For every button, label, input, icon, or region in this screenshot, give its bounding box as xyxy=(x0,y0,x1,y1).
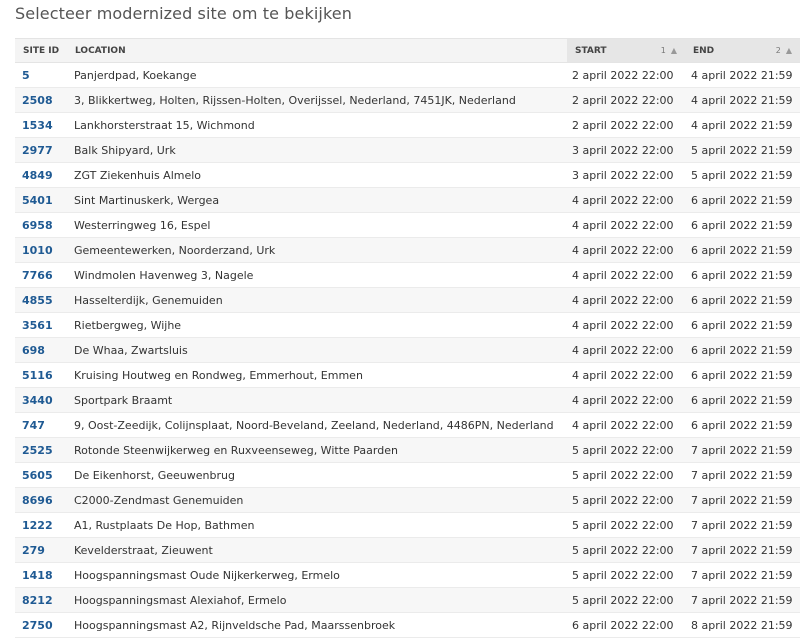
end-cell: 6 april 2022 21:59 xyxy=(685,288,800,313)
sort-indicator-end xyxy=(776,46,792,55)
end-cell: 6 april 2022 21:59 xyxy=(685,188,800,213)
site-id-cell xyxy=(15,363,67,388)
table-row[interactable] xyxy=(15,463,800,488)
table-row[interactable] xyxy=(15,363,800,388)
site-id-cell xyxy=(15,438,67,463)
start-cell: 2 april 2022 22:00 xyxy=(567,63,685,88)
site-id-cell xyxy=(15,288,67,313)
table-row[interactable] xyxy=(15,613,800,638)
sort-order-number: 1 xyxy=(660,46,666,55)
location-cell: Rotonde Steenwijkerweg en Ruxveenseweg, Witte Paarden xyxy=(67,438,567,463)
table-row[interactable] xyxy=(15,188,800,213)
start-cell: 5 april 2022 22:00 xyxy=(567,463,685,488)
sort-ascending-icon: ▲ xyxy=(785,46,792,55)
start-cell: 4 april 2022 22:00 xyxy=(567,213,685,238)
end-cell: 4 april 2022 21:59 xyxy=(685,88,800,113)
end-cell: 7 april 2022 21:59 xyxy=(685,513,800,538)
location-cell: Kruising Houtweg en Rondweg, Emmerhout, Emmen xyxy=(67,363,567,388)
end-cell: 8 april 2022 21:59 xyxy=(685,613,800,638)
table-row[interactable] xyxy=(15,388,800,413)
site-id-cell xyxy=(15,113,67,138)
table-header-row xyxy=(15,39,800,63)
site-id-cell xyxy=(15,538,67,563)
table-row[interactable] xyxy=(15,138,800,163)
table-row[interactable] xyxy=(15,313,800,338)
location-cell: Hoogspanningsmast A2, Rijnveldsche Pad, Maarssenbroek xyxy=(67,613,567,638)
table-row[interactable] xyxy=(15,288,800,313)
table-row[interactable] xyxy=(15,163,800,188)
end-cell: 7 april 2022 21:59 xyxy=(685,438,800,463)
start-cell: 5 april 2022 22:00 xyxy=(567,563,685,588)
start-cell: 5 april 2022 22:00 xyxy=(567,513,685,538)
start-cell: 4 april 2022 22:00 xyxy=(567,313,685,338)
start-cell: 5 april 2022 22:00 xyxy=(567,488,685,513)
sort-indicator-start xyxy=(661,46,677,55)
site-id-link[interactable]: 1222 xyxy=(22,518,53,532)
location-cell: Hasselterdijk, Genemuiden xyxy=(67,288,567,313)
start-cell: 4 april 2022 22:00 xyxy=(567,238,685,263)
start-cell: 4 april 2022 22:00 xyxy=(567,413,685,438)
start-cell: 2 april 2022 22:00 xyxy=(567,88,685,113)
location-cell: Windmolen Havenweg 3, Nagele xyxy=(67,263,567,288)
site-id-cell xyxy=(15,63,67,88)
site-id-link[interactable]: 5605 xyxy=(22,468,53,482)
table-row[interactable] xyxy=(15,63,800,88)
location-cell: Sportpark Braamt xyxy=(67,388,567,413)
site-id-link[interactable]: 2508 xyxy=(22,93,53,107)
site-id-cell xyxy=(15,463,67,488)
table-row[interactable] xyxy=(15,563,800,588)
location-cell: Panjerdpad, Koekange xyxy=(67,63,567,88)
start-cell: 4 april 2022 22:00 xyxy=(567,363,685,388)
location-cell: A1, Rustplaats De Hop, Bathmen xyxy=(67,513,567,538)
location-cell: De Whaa, Zwartsluis xyxy=(67,338,567,363)
site-id-cell xyxy=(15,513,67,538)
table-row[interactable] xyxy=(15,513,800,538)
site-id-link[interactable]: 4849 xyxy=(22,168,53,182)
location-cell: Gemeentewerken, Noorderzand, Urk xyxy=(67,238,567,263)
location-cell: De Eikenhorst, Geeuwenbrug xyxy=(67,463,567,488)
site-id-link[interactable]: 1418 xyxy=(22,568,53,582)
site-id-cell xyxy=(15,238,67,263)
sort-order-number: 2 xyxy=(775,46,781,55)
end-cell: 6 april 2022 21:59 xyxy=(685,263,800,288)
site-id-cell xyxy=(15,413,67,438)
site-id-link[interactable]: 279 xyxy=(22,543,45,557)
end-cell: 6 april 2022 21:59 xyxy=(685,238,800,263)
table-row[interactable] xyxy=(15,413,800,438)
site-id-cell xyxy=(15,263,67,288)
site-id-cell xyxy=(15,138,67,163)
start-cell: 6 april 2022 22:00 xyxy=(567,613,685,638)
site-id-link[interactable]: 5401 xyxy=(22,193,53,207)
end-cell: 6 april 2022 21:59 xyxy=(685,363,800,388)
table-row[interactable] xyxy=(15,338,800,363)
end-cell: 6 april 2022 21:59 xyxy=(685,313,800,338)
column-header-start-label: START xyxy=(575,45,607,56)
site-id-cell xyxy=(15,313,67,338)
end-cell: 5 april 2022 21:59 xyxy=(685,138,800,163)
site-id-link[interactable]: 698 xyxy=(22,343,45,357)
table-row[interactable] xyxy=(15,88,800,113)
location-cell: Rietbergweg, Wijhe xyxy=(67,313,567,338)
table-row[interactable] xyxy=(15,538,800,563)
start-cell: 3 april 2022 22:00 xyxy=(567,138,685,163)
site-id-cell xyxy=(15,338,67,363)
start-cell: 4 april 2022 22:00 xyxy=(567,388,685,413)
location-cell: Lankhorsterstraat 15, Wichmond xyxy=(67,113,567,138)
site-id-link[interactable]: 5116 xyxy=(22,368,53,382)
end-cell: 5 april 2022 21:59 xyxy=(685,163,800,188)
end-cell: 7 april 2022 21:59 xyxy=(685,538,800,563)
start-cell: 4 april 2022 22:00 xyxy=(567,338,685,363)
table-row[interactable] xyxy=(15,213,800,238)
start-cell: 2 april 2022 22:00 xyxy=(567,113,685,138)
site-id-cell xyxy=(15,588,67,613)
location-cell: Kevelderstraat, Zieuwent xyxy=(67,538,567,563)
table-row[interactable] xyxy=(15,588,800,613)
table-row[interactable] xyxy=(15,113,800,138)
page-title: Selecteer modernized site om te bekijken xyxy=(15,4,352,23)
start-cell: 4 april 2022 22:00 xyxy=(567,288,685,313)
site-id-cell xyxy=(15,188,67,213)
end-cell: 6 april 2022 21:59 xyxy=(685,413,800,438)
location-cell: Westerringweg 16, Espel xyxy=(67,213,567,238)
end-cell: 4 april 2022 21:59 xyxy=(685,63,800,88)
site-id-link[interactable]: 4855 xyxy=(22,293,53,307)
table-row[interactable] xyxy=(15,438,800,463)
start-cell: 3 april 2022 22:00 xyxy=(567,163,685,188)
column-header-location[interactable]: LOCATION xyxy=(67,39,567,63)
location-cell: C2000-Zendmast Genemuiden xyxy=(67,488,567,513)
site-id-link[interactable]: 1010 xyxy=(22,243,53,257)
site-id-link[interactable]: 1534 xyxy=(22,118,53,132)
site-id-cell xyxy=(15,213,67,238)
location-cell: 3, Blikkertweg, Holten, Rijssen-Holten, Overijssel, Nederland, 7451JK, Nederland xyxy=(67,88,567,113)
column-header-end[interactable] xyxy=(685,39,800,63)
site-id-cell xyxy=(15,563,67,588)
column-header-site-id[interactable]: SITE ID xyxy=(15,39,67,63)
end-cell: 4 april 2022 21:59 xyxy=(685,113,800,138)
site-id-link[interactable]: 8696 xyxy=(22,493,53,507)
table-row[interactable] xyxy=(15,238,800,263)
site-id-link[interactable]: 3561 xyxy=(22,318,53,332)
site-id-link[interactable]: 747 xyxy=(22,418,45,432)
site-id-link[interactable]: 7766 xyxy=(22,268,53,282)
site-id-cell xyxy=(15,163,67,188)
start-cell: 5 april 2022 22:00 xyxy=(567,538,685,563)
end-cell: 7 april 2022 21:59 xyxy=(685,488,800,513)
site-id-link[interactable]: 8212 xyxy=(22,593,53,607)
start-cell: 4 april 2022 22:00 xyxy=(567,263,685,288)
end-cell: 6 april 2022 21:59 xyxy=(685,338,800,363)
site-id-link[interactable]: 3440 xyxy=(22,393,53,407)
sort-ascending-icon: ▲ xyxy=(670,46,677,55)
site-id-link[interactable]: 2977 xyxy=(22,143,53,157)
column-header-end-label: END xyxy=(693,45,715,56)
table-row[interactable] xyxy=(15,488,800,513)
site-id-link[interactable]: 2750 xyxy=(22,618,53,632)
location-cell: ZGT Ziekenhuis Almelo xyxy=(67,163,567,188)
sites-table xyxy=(15,38,800,638)
site-id-cell xyxy=(15,488,67,513)
site-id-cell xyxy=(15,388,67,413)
start-cell: 5 april 2022 22:00 xyxy=(567,588,685,613)
start-cell: 5 april 2022 22:00 xyxy=(567,438,685,463)
site-id-link[interactable]: 2525 xyxy=(22,443,53,457)
start-cell: 4 april 2022 22:00 xyxy=(567,188,685,213)
end-cell: 7 april 2022 21:59 xyxy=(685,563,800,588)
location-cell: Hoogspanningsmast Alexiahof, Ermelo xyxy=(67,588,567,613)
end-cell: 7 april 2022 21:59 xyxy=(685,588,800,613)
site-id-link[interactable]: 5 xyxy=(22,68,30,82)
location-cell: Hoogspanningsmast Oude Nijkerkerweg, Ermelo xyxy=(67,563,567,588)
site-id-cell xyxy=(15,613,67,638)
site-id-link[interactable]: 6958 xyxy=(22,218,53,232)
location-cell: Sint Martinuskerk, Wergea xyxy=(67,188,567,213)
end-cell: 6 april 2022 21:59 xyxy=(685,388,800,413)
end-cell: 6 april 2022 21:59 xyxy=(685,213,800,238)
column-header-start[interactable] xyxy=(567,39,685,63)
location-cell: 9, Oost-Zeedijk, Colijnsplaat, Noord-Beveland, Zeeland, Nederland, 4486PN, Nederland xyxy=(67,413,567,438)
location-cell: Balk Shipyard, Urk xyxy=(67,138,567,163)
table-row[interactable] xyxy=(15,263,800,288)
end-cell: 7 april 2022 21:59 xyxy=(685,463,800,488)
site-id-cell xyxy=(15,88,67,113)
